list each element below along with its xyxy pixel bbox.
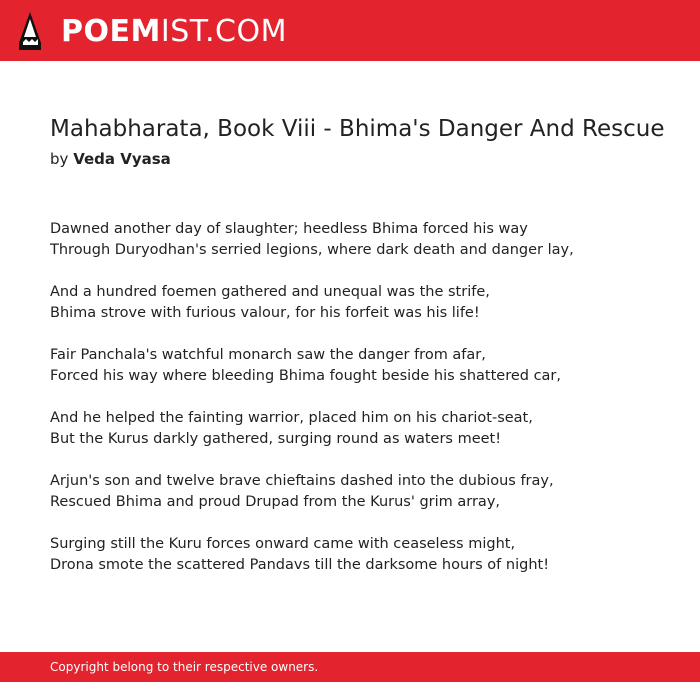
- poem-line: Drona smote the scattered Pandavs till the darksome hours of night!: [50, 557, 550, 573]
- poem-title: Mahabharata, Book Viii - Bhima's Danger And Rescue: [50, 116, 665, 142]
- poem-line: Rescued Bhima and proud Drupad from the Kurus' grim array,: [50, 494, 501, 510]
- poem-line: And a hundred foemen gathered and unequal was the strife,: [50, 284, 490, 300]
- byline-prefix: by: [50, 150, 69, 168]
- copyright-notice: Copyright belong to their respective owners.: [50, 660, 319, 674]
- author-name: Veda Vyasa: [73, 150, 171, 168]
- stanza: [50, 219, 690, 261]
- site-footer: [0, 652, 700, 682]
- poem-body: [50, 219, 690, 597]
- stanza: [50, 408, 690, 450]
- poem-line: Forced his way where bleeding Bhima fought beside his shattered car,: [50, 368, 562, 384]
- poem-line: Dawned another day of slaughter; heedless Bhima forced his way: [50, 221, 528, 237]
- stanza: [50, 534, 690, 576]
- brand-light: IST.COM: [160, 13, 287, 49]
- poem-line: Bhima strove with furious valour, for his forfeit was his life!: [50, 305, 480, 321]
- poem-line: Fair Panchala's watchful monarch saw the danger from afar,: [50, 347, 486, 363]
- pencil-logo-icon[interactable]: [17, 11, 43, 51]
- site-logo-text[interactable]: [61, 11, 287, 51]
- poem-line: Through Duryodhan's serried legions, where dark death and danger lay,: [50, 242, 574, 258]
- poem-line: Surging still the Kuru forces onward came with ceaseless might,: [50, 536, 516, 552]
- byline: [50, 150, 171, 168]
- brand-bold: POEM: [61, 13, 161, 49]
- poem-line: Arjun's son and twelve brave chieftains dashed into the dubious fray,: [50, 473, 554, 489]
- stanza: [50, 471, 690, 513]
- stanza: [50, 282, 690, 324]
- stanza: [50, 345, 690, 387]
- poem-line: And he helped the fainting warrior, placed him on his chariot-seat,: [50, 410, 533, 426]
- poem-line: But the Kurus darkly gathered, surging round as waters meet!: [50, 431, 502, 447]
- site-header: [0, 0, 700, 61]
